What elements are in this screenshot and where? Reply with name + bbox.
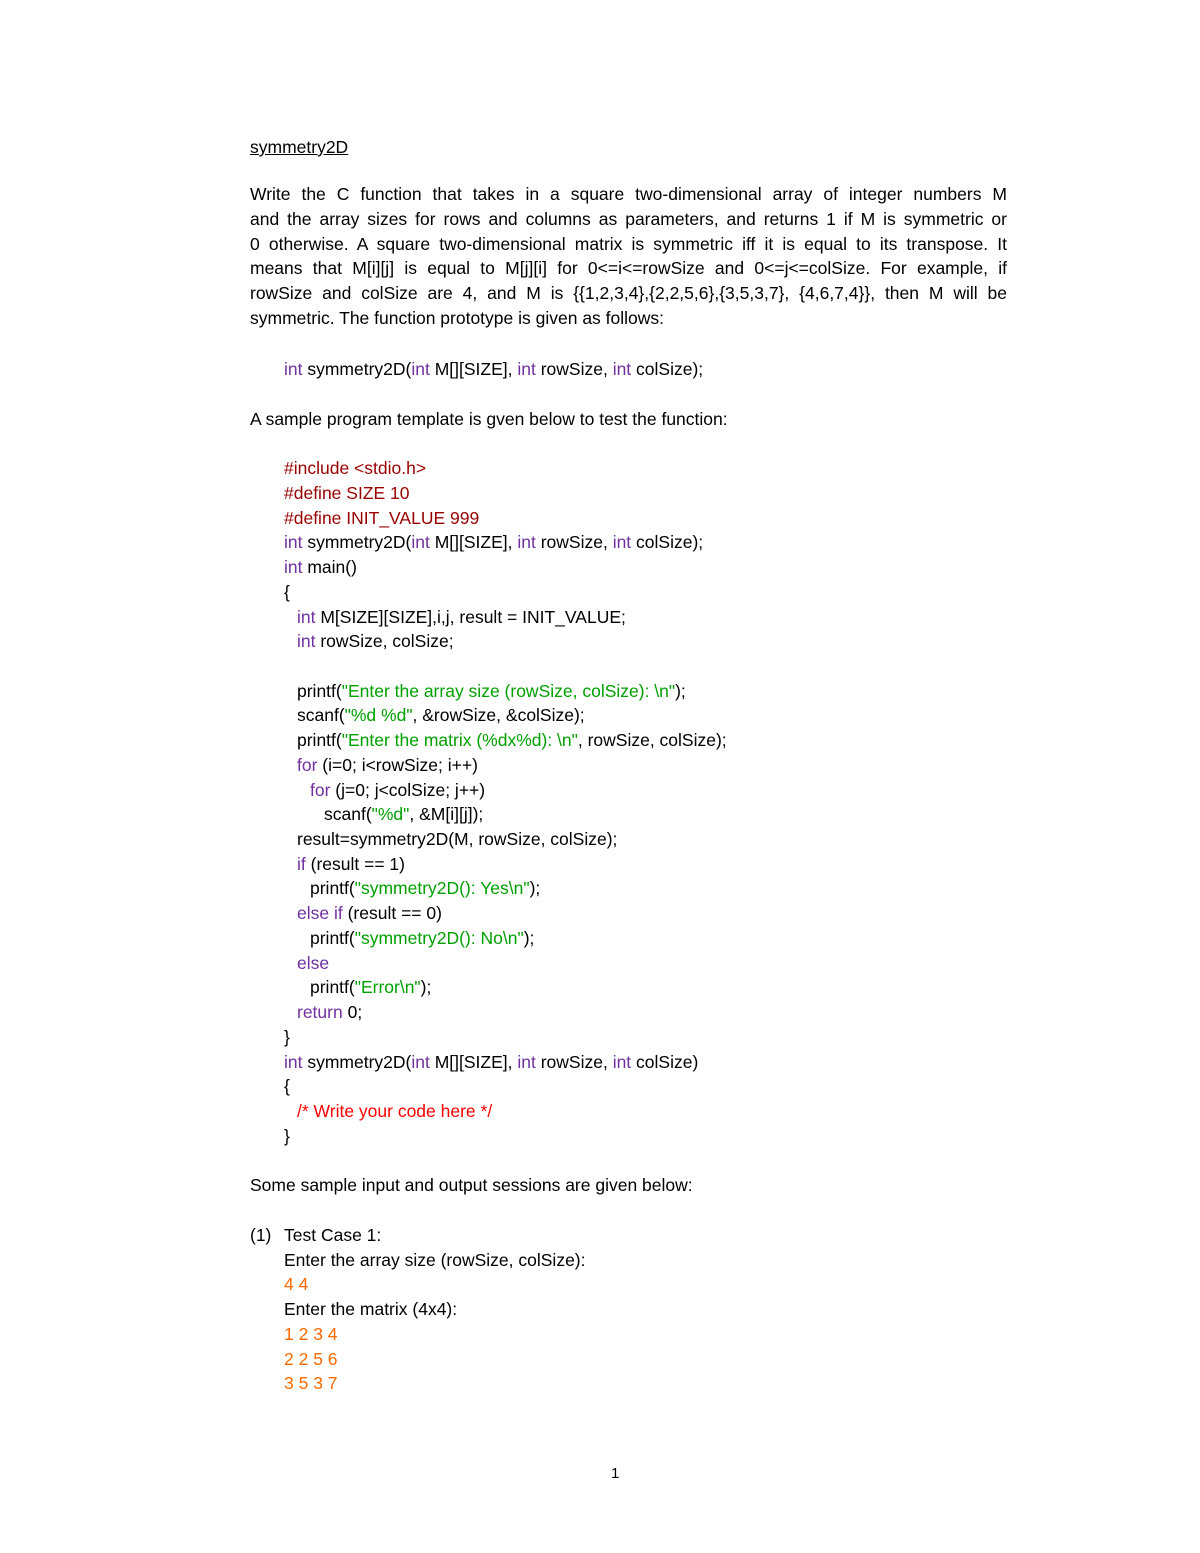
output-prompt: Enter the array size (rowSize, colSize):: [284, 1250, 586, 1270]
code-text: symmetry2D(: [302, 1052, 412, 1072]
keyword: int: [284, 557, 303, 577]
intro-paragraph: [250, 182, 1007, 331]
string-literal: "symmetry2D(): No\n": [354, 928, 524, 948]
code-text: (result == 0): [342, 903, 442, 923]
code-text: );: [529, 878, 541, 898]
code-text: M[SIZE][SIZE],i,j, result = INIT_VALUE;: [315, 607, 626, 627]
code-comment: /* Write your code here */: [297, 1101, 493, 1121]
code-text: printf(: [310, 878, 355, 898]
code-text: main(): [302, 557, 357, 577]
code-text: );: [523, 928, 535, 948]
keyword: else: [297, 903, 330, 923]
code-text: , rowSize, colSize);: [577, 730, 727, 750]
keyword: int: [612, 1052, 632, 1072]
code-text: scanf(: [324, 804, 372, 824]
keyword: int: [284, 532, 303, 552]
keyword: int: [517, 359, 536, 379]
string-literal: "Error\n": [354, 977, 421, 997]
test-case-number: (1): [250, 1225, 272, 1245]
keyword: int: [411, 532, 430, 552]
keyword: for: [297, 755, 318, 775]
keyword: if: [297, 854, 306, 874]
close-brace: }: [284, 1027, 290, 1047]
code-text: symmetry2D(: [302, 359, 412, 379]
code-text: M[][SIZE],: [429, 532, 518, 552]
keyword: int: [411, 359, 430, 379]
keyword: int: [297, 607, 316, 627]
code-text: scanf(: [297, 705, 345, 725]
define-init: #define INIT_VALUE 999: [284, 508, 480, 528]
close-brace: }: [284, 1126, 290, 1146]
output-prompt: Enter the matrix (4x4):: [284, 1299, 458, 1319]
string-literal: "symmetry2D(): Yes\n": [354, 878, 530, 898]
function-declaration: [284, 530, 703, 554]
code-text: printf(: [297, 681, 342, 701]
open-brace: {: [284, 582, 290, 602]
for-loop: [297, 753, 478, 777]
code-text: , &M[i][j]);: [409, 804, 484, 824]
include-directive: #include <stdio.h>: [284, 458, 427, 478]
code-text: , &rowSize, &colSize);: [412, 705, 585, 725]
code-text: rowSize,: [535, 532, 613, 552]
sessions-intro: Some sample input and output sessions are given below:: [250, 1175, 693, 1195]
define-size: #define SIZE 10: [284, 483, 410, 503]
code-text: rowSize, colSize;: [315, 631, 454, 651]
template-intro: A sample program template is gven below to test the function:: [250, 409, 728, 429]
keyword: int: [612, 532, 632, 552]
code-text: (j=0; j<colSize; j++): [330, 780, 486, 800]
code-text: 0;: [342, 1002, 363, 1022]
code-text: symmetry2D(: [302, 532, 412, 552]
user-input: 4 4: [284, 1274, 309, 1294]
code-text: printf(: [297, 730, 342, 750]
printf-statement: [310, 975, 431, 999]
code-text: M[][SIZE],: [429, 1052, 518, 1072]
scanf-statement: [297, 703, 585, 727]
intro-line: symmetric. The function prototype is given as follows:: [250, 307, 665, 328]
keyword: int: [517, 532, 536, 552]
keyword: if: [329, 903, 343, 923]
open-brace: {: [284, 1076, 290, 1096]
else-keyword: else: [297, 953, 330, 973]
keyword: int: [612, 359, 632, 379]
intro-line: and the array sizes for rows and columns as parameters, and returns 1 if M is symmetric or: [250, 208, 1007, 229]
printf-statement: [297, 679, 686, 703]
scanf-statement: [324, 802, 483, 826]
return-statement: [297, 1000, 362, 1024]
code-text: rowSize,: [535, 1052, 613, 1072]
var-declaration: [297, 605, 626, 629]
keyword: int: [297, 631, 316, 651]
document-title: symmetry2D: [250, 137, 349, 157]
matrix-input-row: 1 2 3 4: [284, 1324, 338, 1344]
string-literal: "Enter the matrix (%dx%d): \n": [341, 730, 578, 750]
keyword: int: [517, 1052, 536, 1072]
main-signature: [284, 555, 357, 579]
keyword: for: [310, 780, 331, 800]
intro-line: Write the C function that takes in a square two-dimensional array of integer numbers M: [250, 184, 1007, 204]
keyword: int: [284, 359, 303, 379]
for-loop: [310, 778, 485, 802]
intro-line: means that M[i][j] is equal to M[j][i] for 0<=i<=rowSize and 0<=j<=colSize. For example, if: [250, 258, 1007, 279]
string-literal: "Enter the array size (rowSize, colSize): \n": [341, 681, 676, 701]
function-call: result=symmetry2D(M, rowSize, colSize);: [297, 829, 618, 849]
code-text: (result == 1): [305, 854, 405, 874]
code-text: M[][SIZE],: [429, 359, 518, 379]
printf-statement: [310, 876, 540, 900]
function-prototype: [284, 357, 703, 381]
intro-line: rowSize and colSize are 4, and M is {{1,2,3,4},{2,2,5,6},{3,5,3,7}, {4,6,7,4}}, then M will be: [250, 283, 1007, 304]
printf-statement: [310, 926, 534, 950]
keyword: int: [411, 1052, 430, 1072]
code-text: colSize);: [631, 532, 704, 552]
code-text: printf(: [310, 977, 355, 997]
string-literal: "%d": [371, 804, 410, 824]
matrix-input-row: 3 5 3 7: [284, 1373, 338, 1393]
code-text: );: [675, 681, 686, 701]
code-text: rowSize,: [535, 359, 613, 379]
string-literal: "%d %d": [344, 705, 413, 725]
keyword: return: [297, 1002, 343, 1022]
if-statement: [297, 852, 405, 876]
var-declaration: [297, 629, 454, 653]
code-text: );: [420, 977, 432, 997]
code-text: colSize);: [631, 359, 704, 379]
keyword: int: [284, 1052, 303, 1072]
test-case-label: Test Case 1:: [284, 1225, 382, 1245]
intro-line: 0 otherwise. A square two-dimensional matrix is symmetric iff it is equal to its transpose. It: [250, 233, 1007, 254]
function-definition: [284, 1050, 698, 1074]
code-text: (i=0; i<rowSize; i++): [317, 755, 478, 775]
matrix-input-row: 2 2 5 6: [284, 1349, 338, 1369]
code-text: colSize): [631, 1052, 699, 1072]
printf-statement: [297, 728, 727, 752]
page-number: 1: [611, 1465, 620, 1482]
else-if-statement: [297, 901, 442, 925]
code-text: printf(: [310, 928, 355, 948]
